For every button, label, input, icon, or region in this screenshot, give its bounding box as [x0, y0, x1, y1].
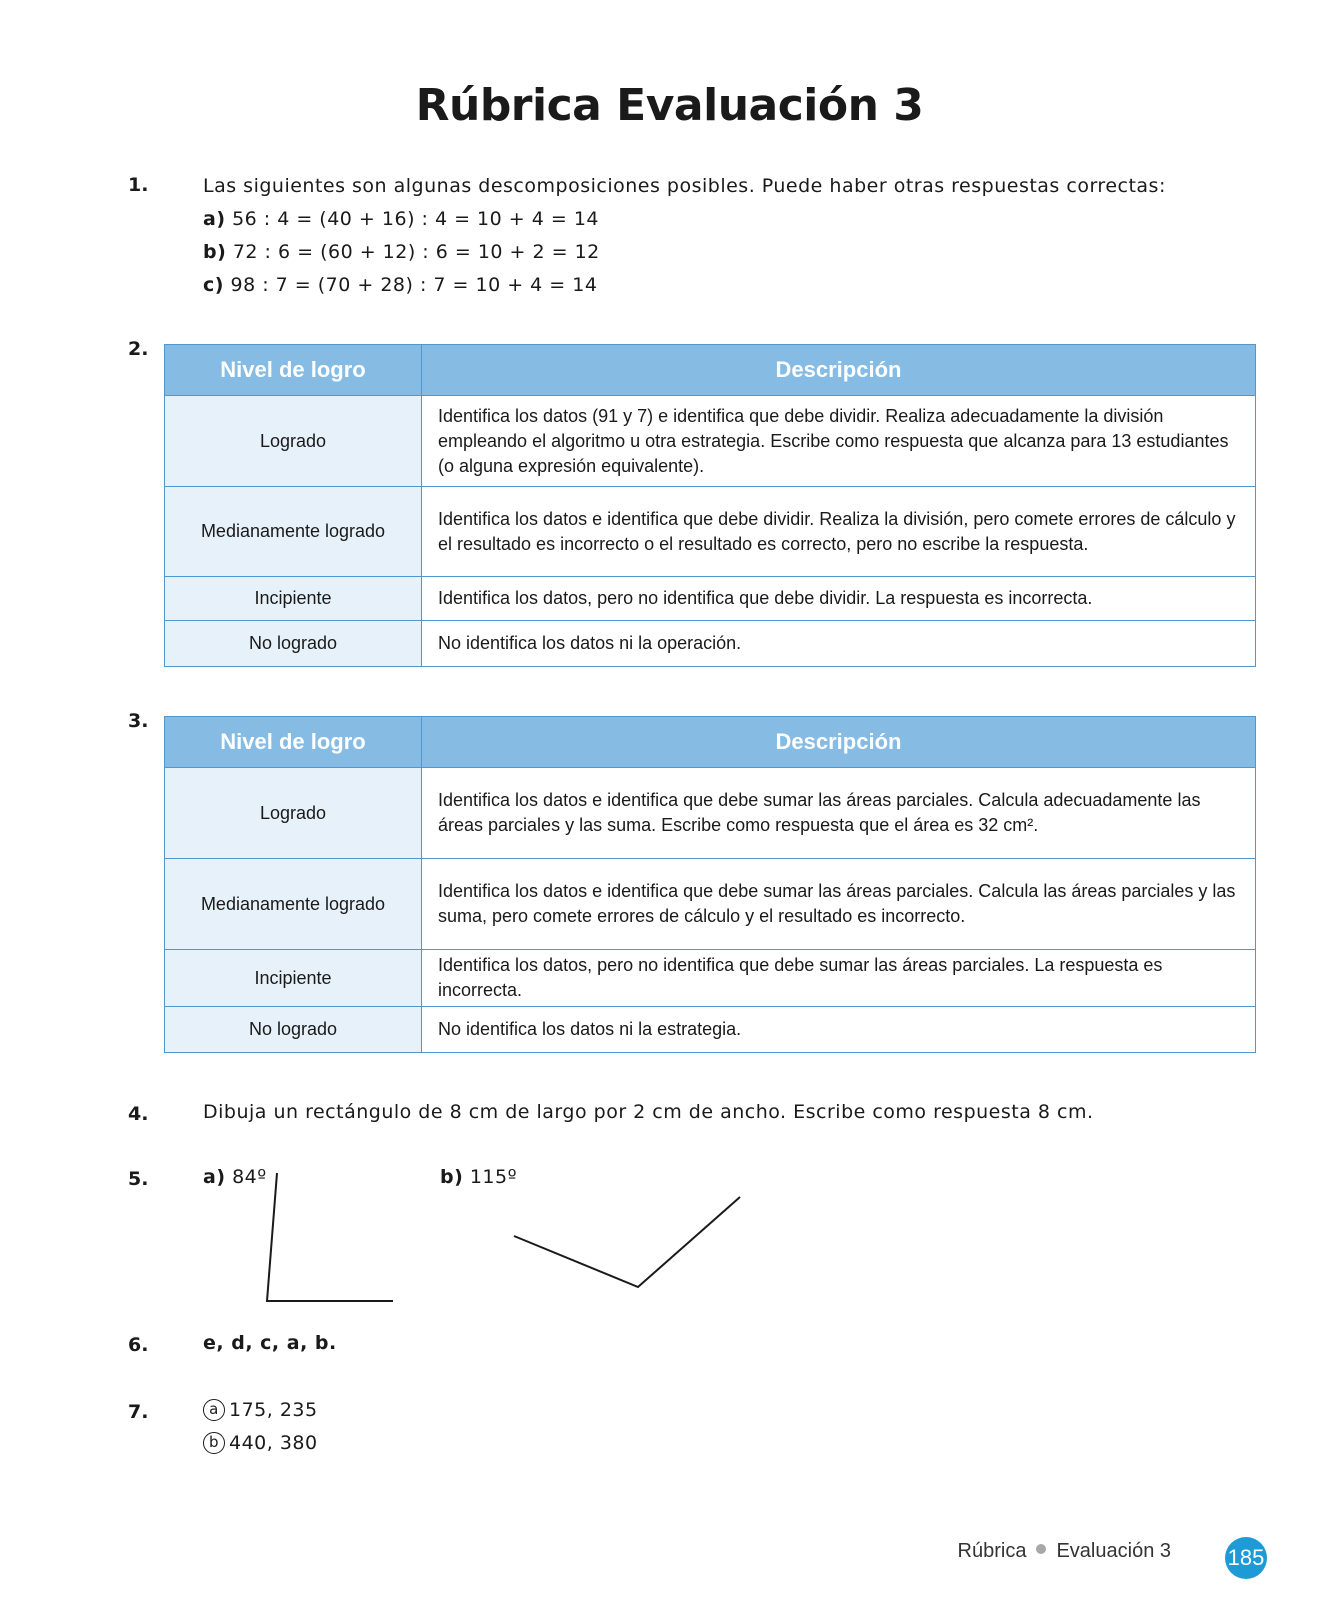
answer-text: 440, 380	[229, 1432, 318, 1454]
bullet-dot-icon	[1036, 1544, 1046, 1554]
level-cell: Medianamente logrado	[165, 487, 422, 577]
line-text: 98 : 7 = (70 + 28) : 7 = 10 + 4 = 14	[230, 274, 598, 296]
circled-letter-a: a	[203, 1399, 225, 1421]
description-cell: No identifica los datos ni la estrategia.	[422, 1007, 1256, 1053]
line-text: 56 : 4 = (40 + 16) : 4 = 10 + 4 = 14	[232, 208, 599, 230]
description-cell: Identifica los datos e identifica que debe dividir. Realiza la división, pero comete errores de cálculo y el resultado es incorrecto o el resultado es correcto, pero no escribe la respuesta.	[422, 487, 1256, 577]
question-2-number: 2.	[128, 338, 149, 360]
header-description: Descripción	[422, 717, 1256, 768]
description-cell: Identifica los datos e identifica que debe sumar las áreas parciales. Calcula adecuadamente las áreas parciales y las suma. Escribe como respuesta que el área es 32 cm².	[422, 768, 1256, 859]
description-cell: Identifica los datos e identifica que debe sumar las áreas parciales. Calcula las áreas parciales y las suma, pero comete errores de cálculo y el resultado es incorrecto.	[422, 859, 1256, 950]
angle-value: 84º	[232, 1166, 267, 1188]
header-description: Descripción	[422, 345, 1256, 396]
description-cell: Identifica los datos, pero no identifica que debe sumar las áreas parciales. La respuesta es incorrecta.	[422, 950, 1256, 1007]
header-level: Nivel de logro	[165, 345, 422, 396]
answer-text: 175, 235	[229, 1399, 318, 1421]
circled-letter-b: b	[203, 1432, 225, 1454]
question-6-text	[203, 1332, 337, 1354]
question-5-number: 5.	[128, 1168, 149, 1190]
question-1-intro: Las siguientes son algunas descomposiciones posibles. Puede haber otras respuestas correctas:	[203, 175, 1166, 197]
question-1-number: 1.	[128, 174, 149, 196]
level-cell: Medianamente logrado	[165, 859, 422, 950]
line-label: c)	[203, 274, 224, 296]
question-7-b	[203, 1432, 318, 1454]
question-6-number: 6.	[128, 1334, 149, 1356]
question-4-number: 4.	[128, 1103, 149, 1125]
level-cell: No logrado	[165, 1007, 422, 1053]
page-title: Rúbrica Evaluación 3	[415, 80, 924, 131]
question-4-text: Dibuja un rectángulo de 8 cm de largo por 2 cm de ancho. Escribe como respuesta 8 cm.	[203, 1101, 1094, 1123]
question-7-number: 7.	[128, 1401, 149, 1423]
question-3-number: 3.	[128, 710, 149, 732]
line-label: b)	[203, 241, 227, 263]
level-cell: Incipiente	[165, 950, 422, 1007]
angle-115-drawing	[514, 1197, 740, 1287]
description-cell: Identifica los datos, pero no identifica que debe dividir. La respuesta es incorrecta.	[422, 577, 1256, 621]
level-cell: No logrado	[165, 621, 422, 667]
item-label: a)	[203, 1166, 226, 1188]
page-footer	[958, 1540, 1171, 1563]
footer-subsection: Evaluación 3	[1056, 1540, 1171, 1562]
footer-section: Rúbrica	[957, 1540, 1027, 1562]
page-number-badge: 185	[1225, 1537, 1267, 1579]
level-cell: Logrado	[165, 396, 422, 487]
level-cell: Logrado	[165, 768, 422, 859]
description-cell: Identifica los datos (91 y 7) e identifica que debe dividir. Realiza adecuadamente la división empleando el algoritmo u otra estrategia. Escribe como respuesta que alcanza para 13 estudiantes (o alguna expresión equivalente).	[422, 396, 1256, 487]
description-cell: No identifica los datos ni la operación.	[422, 621, 1256, 667]
line-label: a)	[203, 208, 226, 230]
angle-value: 115º	[469, 1166, 518, 1188]
answer-sequence: e, d, c, a, b.	[203, 1332, 337, 1354]
level-cell: Incipiente	[165, 577, 422, 621]
angle-84-drawing	[267, 1173, 393, 1301]
line-text: 72 : 6 = (60 + 12) : 6 = 10 + 2 = 12	[232, 241, 600, 263]
header-level: Nivel de logro	[165, 717, 422, 768]
item-label: b)	[440, 1166, 464, 1188]
question-7-a	[203, 1399, 318, 1421]
